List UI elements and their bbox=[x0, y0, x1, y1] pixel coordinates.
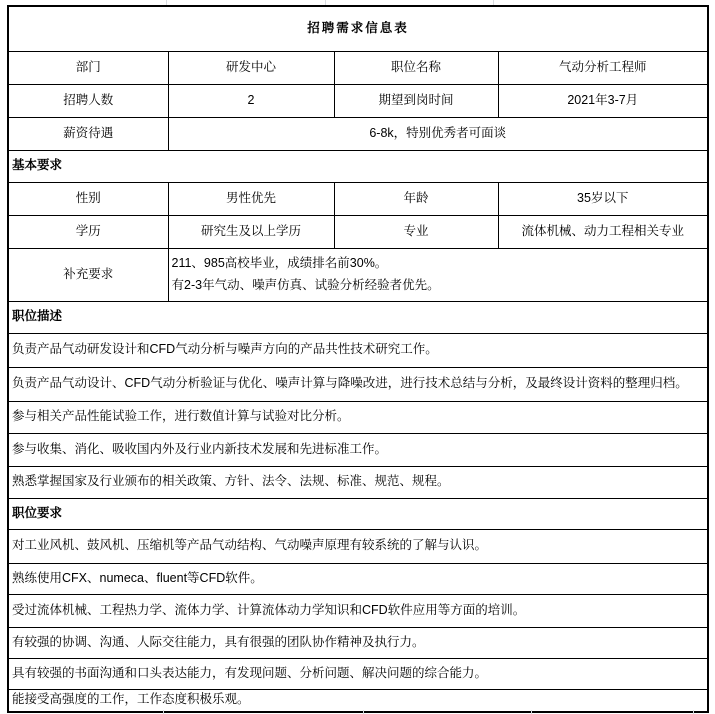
age-value: 35岁以下 bbox=[498, 182, 708, 215]
job-requirements-header: 职位要求 bbox=[8, 498, 708, 529]
job-requirement-item: 有较强的协调、沟通、人际交往能力，具有很强的团队协作精神及执行力。 bbox=[8, 627, 708, 658]
table-row bbox=[8, 367, 708, 401]
job-description-item: 熟悉掌握国家及行业颁布的相关政策、方针、法令、法规、标准、规范、规程。 bbox=[8, 466, 708, 498]
job-requirement-item: 熟练使用CFX、numeca、fluent等CFD软件。 bbox=[8, 563, 708, 594]
table-row bbox=[8, 84, 708, 117]
job-description-header: 职位描述 bbox=[8, 301, 708, 333]
department-value: 研发中心 bbox=[168, 51, 334, 84]
table-row bbox=[8, 594, 708, 627]
arrival-time-value: 2021年3-7月 bbox=[498, 84, 708, 117]
table-row bbox=[8, 182, 708, 215]
table-row bbox=[8, 563, 708, 594]
table-row bbox=[8, 529, 708, 563]
section-row bbox=[8, 301, 708, 333]
page-title: 招聘需求信息表 bbox=[8, 6, 708, 51]
basic-requirements-header: 基本要求 bbox=[8, 150, 708, 182]
salary-value: 6-8k，特别优秀者可面谈 bbox=[168, 117, 708, 150]
table-row bbox=[8, 689, 708, 712]
arrival-time-label: 期望到岗时间 bbox=[334, 84, 498, 117]
job-requirement-item: 对工业风机、鼓风机、压缩机等产品气动结构、气动噪声原理有较系统的了解与认识。 bbox=[8, 529, 708, 563]
job-description-item: 负责产品气动研发设计和CFD气动分析与噪声方向的产品共性技术研究工作。 bbox=[8, 333, 708, 367]
education-label: 学历 bbox=[8, 215, 168, 248]
section-row bbox=[8, 150, 708, 182]
title-row bbox=[8, 6, 708, 51]
gender-label: 性别 bbox=[8, 182, 168, 215]
salary-label: 薪资待遇 bbox=[8, 117, 168, 150]
recruitment-table bbox=[7, 5, 709, 713]
major-value: 流体机械、动力工程相关专业 bbox=[498, 215, 708, 248]
table-row bbox=[8, 248, 708, 301]
background-gridline bbox=[163, 710, 164, 714]
table-row bbox=[8, 51, 708, 84]
supplement-content bbox=[168, 248, 708, 301]
gender-value: 男性优先 bbox=[168, 182, 334, 215]
table-row bbox=[8, 333, 708, 367]
education-value: 研究生及以上学历 bbox=[168, 215, 334, 248]
supplement-label: 补充要求 bbox=[8, 248, 168, 301]
table-row bbox=[8, 627, 708, 658]
background-gridline bbox=[531, 710, 532, 714]
section-row bbox=[8, 498, 708, 529]
job-requirement-item: 受过流体机械、工程热力学、流体力学、计算流体动力学知识和CFD软件应用等方面的培训。 bbox=[8, 594, 708, 627]
background-gridline bbox=[693, 710, 694, 714]
position-name-value: 气动分析工程师 bbox=[498, 51, 708, 84]
job-description-item: 参与收集、消化、吸收国内外及行业内新技术发展和先进标准工作。 bbox=[8, 433, 708, 466]
table-row bbox=[8, 433, 708, 466]
headcount-value: 2 bbox=[168, 84, 334, 117]
headcount-label: 招聘人数 bbox=[8, 84, 168, 117]
background-gridline bbox=[363, 710, 364, 714]
table-row bbox=[8, 466, 708, 498]
table-row bbox=[8, 117, 708, 150]
job-description-item: 参与相关产品性能试验工作，进行数值计算与试验对比分析。 bbox=[8, 401, 708, 433]
position-name-label: 职位名称 bbox=[334, 51, 498, 84]
job-requirement-item: 能接受高强度的工作，工作态度积极乐观。 bbox=[8, 689, 708, 712]
job-requirement-item: 具有较强的书面沟通和口头表达能力，有发现问题、分析问题、解决问题的综合能力。 bbox=[8, 658, 708, 689]
job-description-item: 负责产品气动设计、CFD气动分析验证与优化、噪声计算与降噪改进，进行技术总结与分析，及最终设计资料的整理归档。 bbox=[8, 367, 708, 401]
supplement-line: 211、985高校毕业，成绩排名前30%。 bbox=[171, 256, 388, 271]
table-row bbox=[8, 215, 708, 248]
age-label: 年龄 bbox=[334, 182, 498, 215]
major-label: 专业 bbox=[334, 215, 498, 248]
table-row bbox=[8, 658, 708, 689]
table-row bbox=[8, 401, 708, 433]
department-label: 部门 bbox=[8, 51, 168, 84]
supplement-line: 有2-3年气动、噪声仿真、试验分析经验者优先。 bbox=[171, 277, 440, 292]
